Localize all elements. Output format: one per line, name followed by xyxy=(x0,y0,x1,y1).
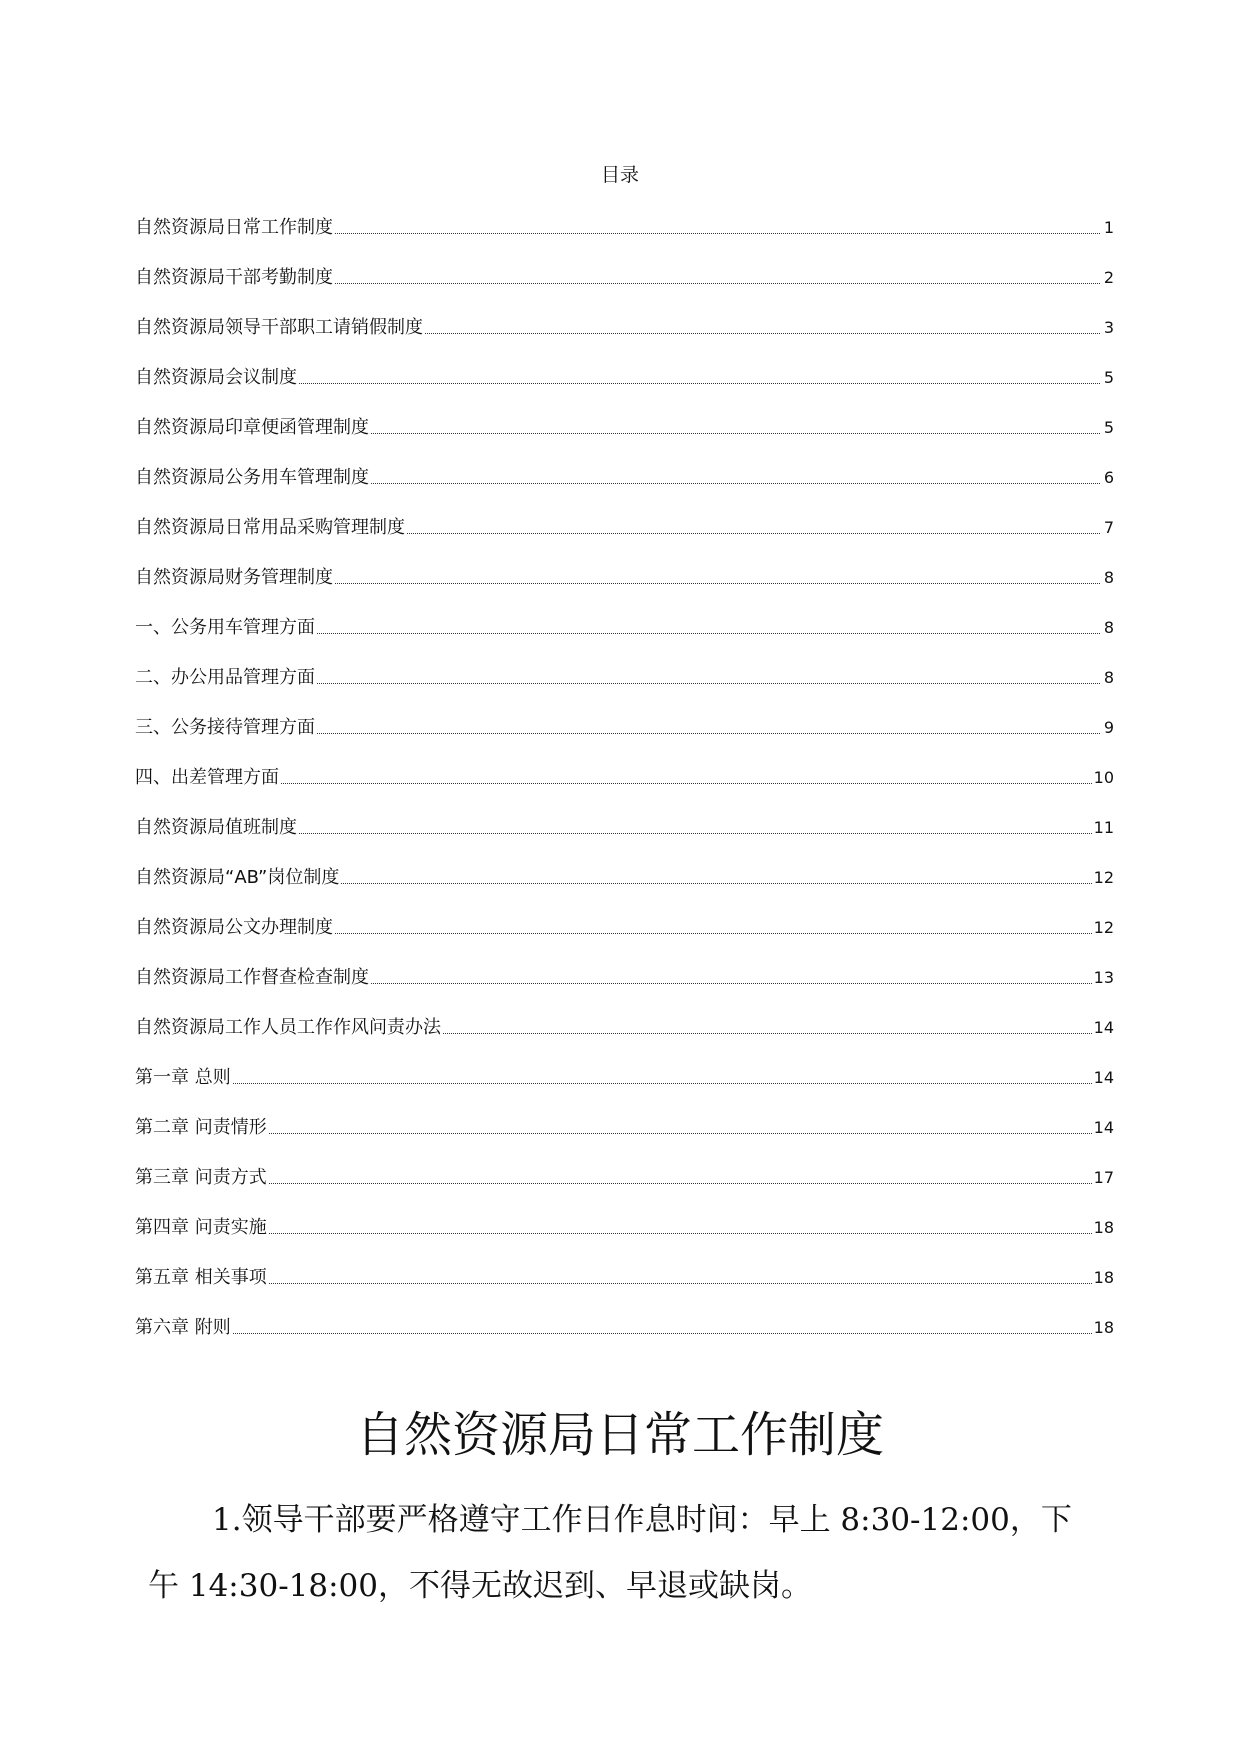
toc-entry-page: 2 xyxy=(1103,268,1114,287)
toc-leader-dots xyxy=(407,533,1100,534)
toc-entry-page: 18 xyxy=(1093,1218,1114,1237)
toc-leader-dots xyxy=(317,633,1100,634)
toc-entry-page: 8 xyxy=(1103,618,1114,637)
toc-entry[interactable] xyxy=(135,1290,1114,1340)
toc-entry-title: 第一章 总则 xyxy=(135,1067,231,1088)
toc-entry-page: 17 xyxy=(1093,1168,1114,1187)
toc-entry-page: 18 xyxy=(1093,1268,1114,1287)
toc-entry-page: 8 xyxy=(1103,668,1114,687)
toc-entry[interactable] xyxy=(135,390,1114,440)
section-heading: 自然资源局日常工作制度 xyxy=(355,1407,884,1463)
toc-entry[interactable] xyxy=(135,740,1114,790)
toc-entry-title: 自然资源局日常工作制度 xyxy=(135,217,333,238)
toc-entry[interactable] xyxy=(135,940,1114,990)
toc-leader-dots xyxy=(299,833,1092,834)
toc-entry[interactable] xyxy=(135,540,1114,590)
toc-leader-dots xyxy=(233,1333,1092,1334)
toc-entry[interactable] xyxy=(135,1240,1114,1290)
toc-entry[interactable] xyxy=(135,190,1114,240)
toc-entry-page: 18 xyxy=(1093,1318,1114,1337)
toc-leader-dots xyxy=(371,983,1092,984)
toc-entry[interactable] xyxy=(135,490,1114,540)
toc-leader-dots xyxy=(443,1033,1092,1034)
toc-entry-title: 自然资源局领导干部职工请销假制度 xyxy=(135,317,423,338)
toc-leader-dots xyxy=(269,1283,1092,1284)
toc-leader-dots xyxy=(335,933,1092,934)
toc-entry[interactable] xyxy=(135,1090,1114,1140)
body-paragraph: 1.领导干部要严格遵守工作日作息时间：早上 8:30-12:00，下午 14:30-18:00，不得无故迟到、早退或缺岗。 xyxy=(148,1502,1072,1604)
toc-leader-dots xyxy=(371,433,1100,434)
toc-leader-dots xyxy=(335,233,1100,234)
toc-entry-title: 第三章 问责方式 xyxy=(135,1167,267,1188)
toc-entry-title: 一、公务用车管理方面 xyxy=(135,617,315,638)
toc-entry-title: 自然资源局日常用品采购管理制度 xyxy=(135,517,405,538)
toc-leader-dots xyxy=(233,1083,1092,1084)
toc-entry-page: 13 xyxy=(1093,968,1114,987)
toc-entry-page: 7 xyxy=(1103,518,1114,537)
toc-entry[interactable] xyxy=(135,790,1114,840)
toc-leader-dots xyxy=(317,683,1100,684)
toc-entry[interactable] xyxy=(135,890,1114,940)
toc-entry-title: 自然资源局会议制度 xyxy=(135,367,297,388)
toc-leader-dots xyxy=(335,583,1100,584)
toc-list xyxy=(135,190,1114,1340)
toc-entry-title: 自然资源局财务管理制度 xyxy=(135,567,333,588)
toc-entry[interactable] xyxy=(135,1140,1114,1190)
toc-entry-page: 10 xyxy=(1093,768,1114,787)
toc-entry[interactable] xyxy=(135,1190,1114,1240)
toc-entry-page: 12 xyxy=(1093,918,1114,937)
toc-entry-title: 自然资源局“AB”岗位制度 xyxy=(135,867,340,888)
toc-entry-page: 9 xyxy=(1103,718,1114,737)
toc-leader-dots xyxy=(269,1233,1092,1234)
toc-entry-page: 12 xyxy=(1093,868,1114,887)
toc-entry-page: 14 xyxy=(1093,1068,1114,1087)
toc-leader-dots xyxy=(269,1133,1092,1134)
toc-entry-page: 3 xyxy=(1103,318,1114,337)
toc-entry[interactable] xyxy=(135,1040,1114,1090)
toc-entry[interactable] xyxy=(135,290,1114,340)
toc-leader-dots xyxy=(335,283,1100,284)
toc-entry[interactable] xyxy=(135,240,1114,290)
toc-entry-title: 自然资源局干部考勤制度 xyxy=(135,267,333,288)
toc-entry-title: 自然资源局印章便函管理制度 xyxy=(135,417,369,438)
toc-leader-dots xyxy=(299,383,1100,384)
toc-entry-page: 5 xyxy=(1103,418,1114,437)
toc-entry[interactable] xyxy=(135,840,1114,890)
toc-entry-title: 第六章 附则 xyxy=(135,1317,231,1338)
toc-entry-page: 5 xyxy=(1103,368,1114,387)
toc-entry-title: 三、公务接待管理方面 xyxy=(135,717,315,738)
toc-entry-title: 第五章 相关事项 xyxy=(135,1267,267,1288)
toc-entry[interactable] xyxy=(135,640,1114,690)
toc-entry[interactable] xyxy=(135,340,1114,390)
toc-entry-title: 自然资源局工作督查检查制度 xyxy=(135,967,369,988)
toc-entry-title: 自然资源局公务用车管理制度 xyxy=(135,467,369,488)
toc-leader-dots xyxy=(281,783,1092,784)
toc-entry-title: 二、办公用品管理方面 xyxy=(135,667,315,688)
toc-entry-page: 14 xyxy=(1093,1018,1114,1037)
toc-entry-title: 自然资源局值班制度 xyxy=(135,817,297,838)
toc-leader-dots xyxy=(317,733,1100,734)
toc-title: 目录 xyxy=(600,164,639,186)
toc-entry[interactable] xyxy=(135,990,1114,1040)
toc-leader-dots xyxy=(269,1183,1092,1184)
toc-entry[interactable] xyxy=(135,590,1114,640)
toc-entry-page: 8 xyxy=(1103,568,1114,587)
toc-entry-page: 1 xyxy=(1103,218,1114,237)
toc-leader-dots xyxy=(371,483,1100,484)
toc-entry-title: 四、出差管理方面 xyxy=(135,767,279,788)
toc-entry-page: 14 xyxy=(1093,1118,1114,1137)
toc-entry[interactable] xyxy=(135,690,1114,740)
toc-entry[interactable] xyxy=(135,440,1114,490)
toc-entry-title: 第四章 问责实施 xyxy=(135,1217,267,1238)
toc-leader-dots xyxy=(425,333,1100,334)
toc-entry-title: 第二章 问责情形 xyxy=(135,1117,267,1138)
toc-leader-dots xyxy=(341,883,1091,884)
toc-entry-title: 自然资源局公文办理制度 xyxy=(135,917,333,938)
toc-entry-page: 11 xyxy=(1093,818,1114,837)
toc-entry-title: 自然资源局工作人员工作作风问责办法 xyxy=(135,1017,441,1038)
toc-entry-page: 6 xyxy=(1103,468,1114,487)
